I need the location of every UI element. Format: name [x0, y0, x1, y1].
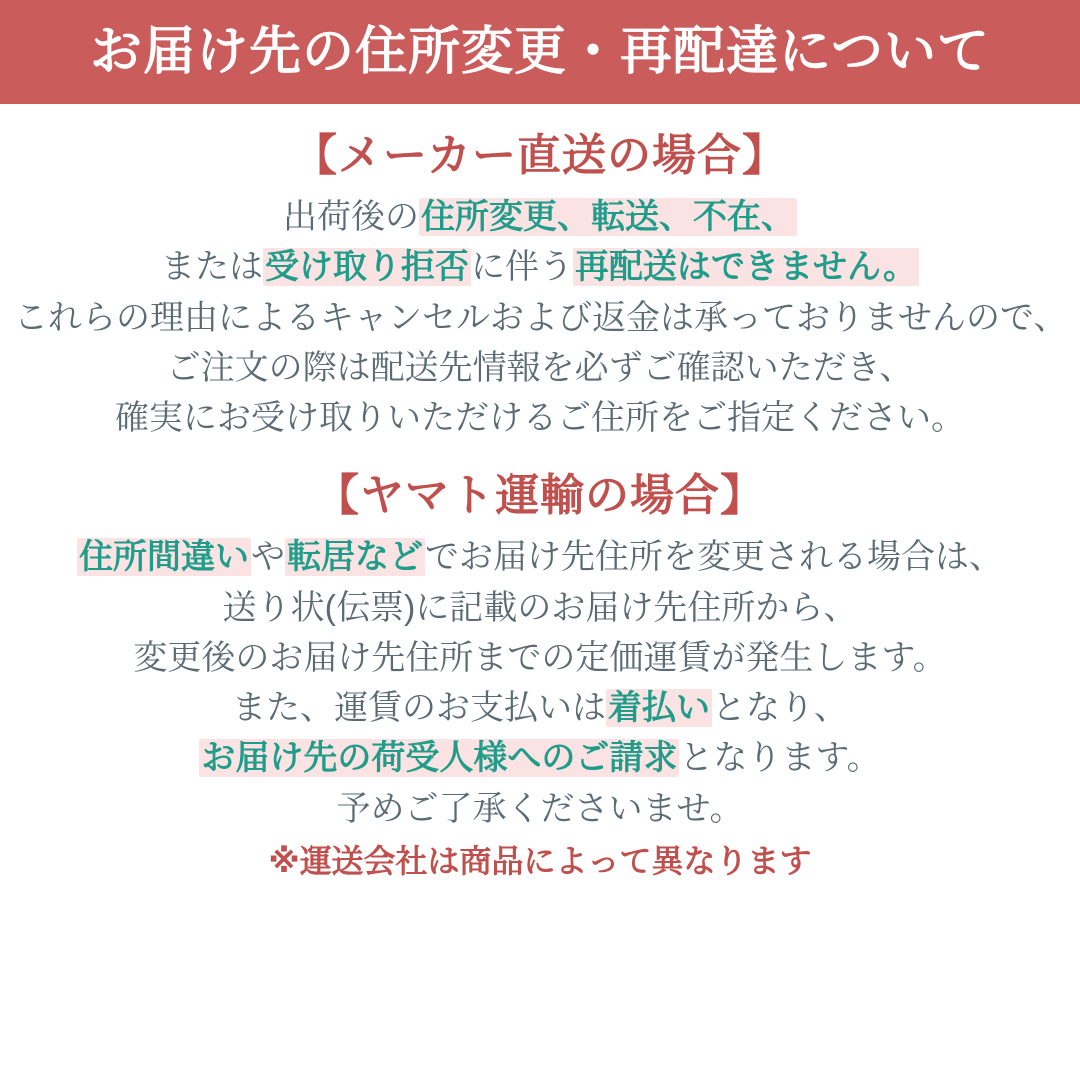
- text-line: [14, 193, 1066, 241]
- text-line: [14, 785, 1066, 833]
- text-line: [14, 734, 1066, 782]
- page-title: お届け先の住所変更・再配達について: [90, 23, 990, 81]
- carrier-note: ※運送会社は商品によって異なります: [268, 842, 812, 879]
- text-segment: 送り状(伝票)に記載のお届け先住所から、: [222, 588, 858, 627]
- highlight-segment: お届け先の荷受人様へのご請求: [201, 739, 678, 778]
- highlight-segment: 着払い: [608, 689, 710, 728]
- text-segment: または: [160, 248, 263, 287]
- text-segment: となります。: [679, 739, 881, 778]
- content-body: [0, 104, 1080, 883]
- section-heading-maker-direct: 【メーカー直送の場合】: [292, 131, 788, 180]
- highlight-segment: 住所間違い: [79, 538, 249, 577]
- text-line: [14, 294, 1066, 342]
- text-segment: となり、: [712, 689, 848, 728]
- text-segment: 変更後のお届け先住所までの定価運賃が発生します。: [133, 638, 947, 677]
- text-segment: 予めご了承くださいませ。: [336, 789, 744, 828]
- text-line: [14, 344, 1066, 392]
- header-banner: [0, 0, 1080, 104]
- highlight-segment: 住所変更、転送、不在、: [421, 198, 795, 236]
- text-line: [14, 634, 1066, 682]
- text-segment: 確実にお受け取りいただけるご住所をご指定ください。: [115, 399, 965, 438]
- highlight-segment: 再配送はできません。: [574, 248, 918, 287]
- text-line: [14, 533, 1066, 581]
- text-segment: また、運賃のお支払いは: [232, 689, 606, 728]
- text-segment: や: [251, 538, 285, 577]
- text-segment: ご注文の際は配送先情報を必ずご確認いただき、: [166, 348, 914, 387]
- highlight-segment: 受け取り拒否: [264, 248, 469, 287]
- text-segment: でお届け先住所を変更される場合は、: [425, 538, 1003, 577]
- text-line: [14, 243, 1066, 291]
- text-line: [14, 584, 1066, 632]
- text-line: [14, 394, 1066, 442]
- text-segment: これらの理由によるキャンセルおよび返金は承っておりませんので、: [14, 298, 1068, 337]
- section-heading-yamato: 【ヤマト運輸の場合】: [315, 471, 765, 521]
- text-segment: に伴う: [470, 248, 573, 287]
- highlight-segment: 転居など: [287, 538, 423, 577]
- text-line: [14, 684, 1066, 732]
- text-segment: 出荷後の: [283, 198, 419, 236]
